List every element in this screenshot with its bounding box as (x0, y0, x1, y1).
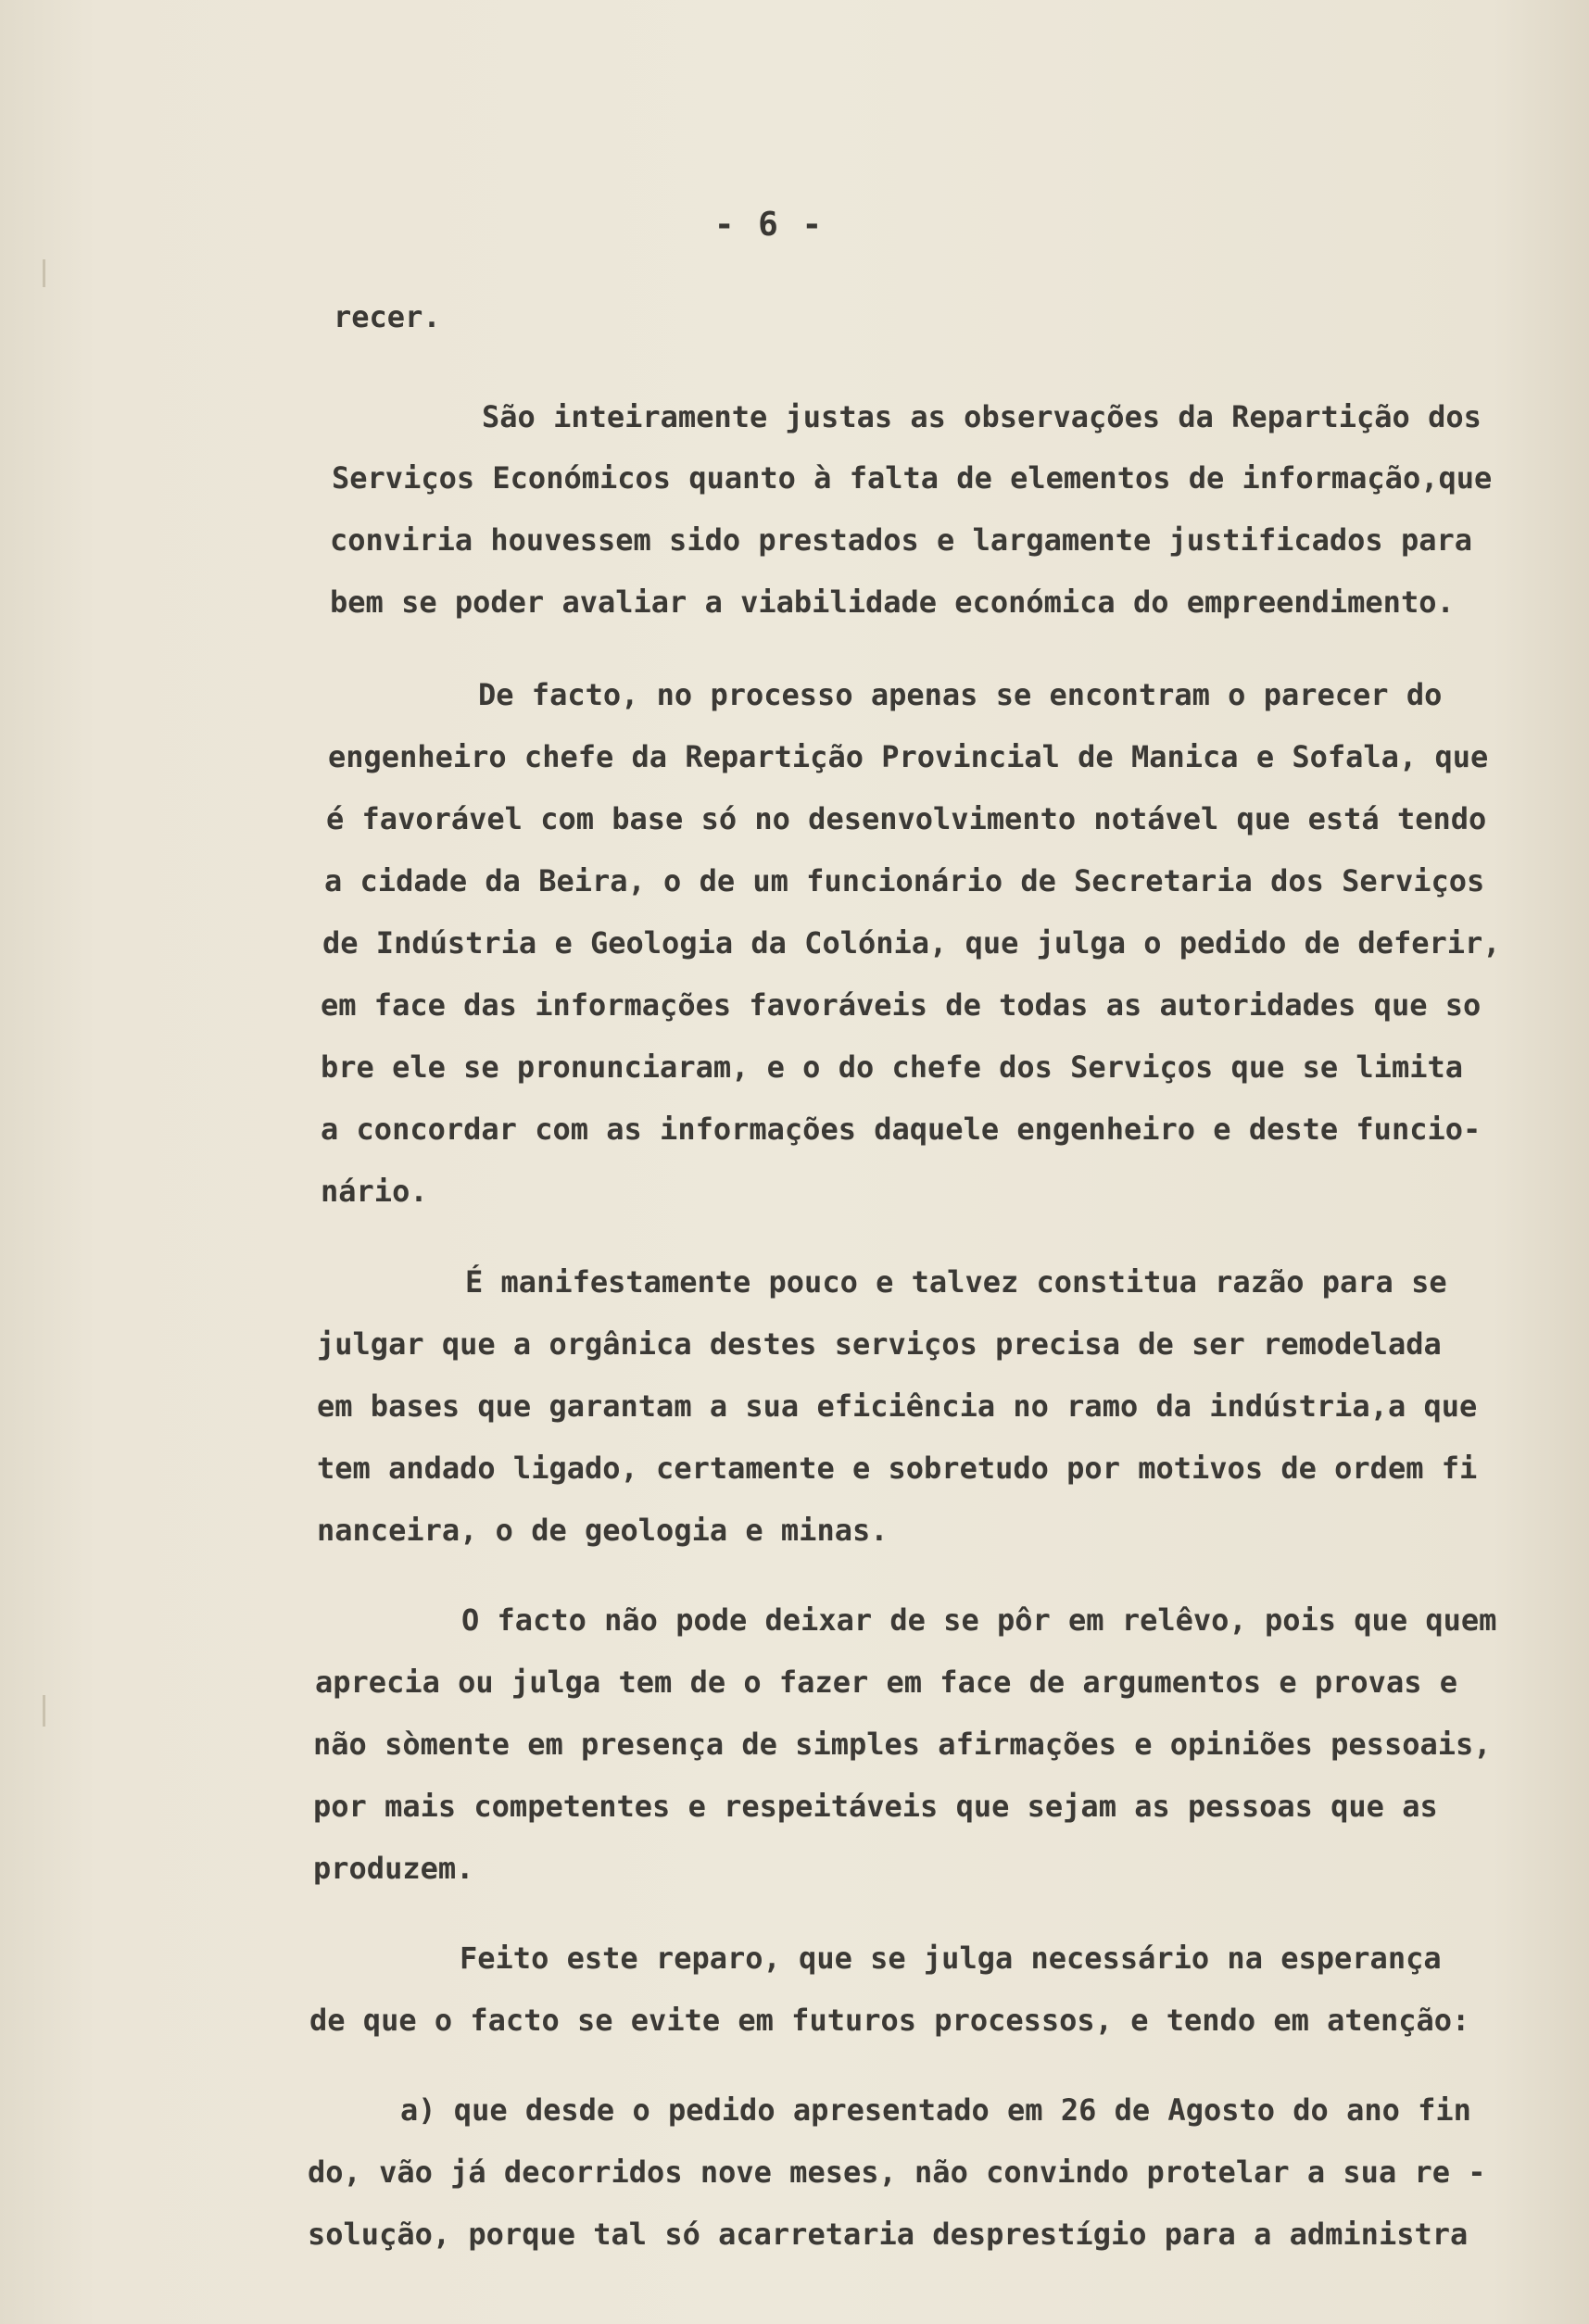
text-line: não sòmente em presença de simples afirmações e opiniões pessoais, (313, 1727, 1492, 1762)
text-line: aprecia ou julga tem de o fazer em face de argumentos e provas e (315, 1664, 1457, 1700)
text-line: solução, porque tal só acarretaria desprestígio para a administra (308, 2217, 1469, 2252)
page-number: - 6 - (713, 206, 825, 244)
text-line: recer. (334, 299, 441, 334)
text-line: engenheiro chefe da Repartição Provincial de Manica e Sofala, que (328, 739, 1489, 774)
text-line: em bases que garantam a sua eficiência no ramo da indústria,a que (317, 1388, 1478, 1424)
text-line: a concordar com as informações daquele engenheiro e deste funcio- (321, 1112, 1482, 1147)
page-edge-mark (43, 259, 45, 287)
text-line: por mais competentes e respeitáveis que sejam as pessoas que as (313, 1789, 1438, 1824)
text-line: Feito este reparo, que se julga necessário na esperança (460, 1941, 1442, 1976)
text-line: São inteiramente justas as observações da Repartição dos (482, 399, 1482, 434)
text-line: É manifestamente pouco e talvez constitua razão para se (465, 1264, 1447, 1300)
text-line: De facto, no processo apenas se encontram o parecer do (478, 677, 1443, 712)
text-line: nário. (321, 1174, 428, 1209)
page-edge-mark (43, 1695, 45, 1727)
text-line: julgar que a orgânica destes serviços precisa de ser remodelada (317, 1326, 1442, 1362)
text-line: nanceira, o de geologia e minas. (317, 1513, 889, 1548)
text-line: conviria houvessem sido prestados e largamente justificados para (330, 522, 1472, 558)
text-line: de Indústria e Geologia da Colónia, que julga o pedido de deferir, (322, 925, 1501, 961)
text-line: Serviços Económicos quanto à falta de elementos de informação,que (332, 460, 1493, 496)
text-line: em face das informações favoráveis de todas as autoridades que so (321, 987, 1482, 1023)
text-line: bem se poder avaliar a viabilidade económica do empreendimento. (330, 584, 1455, 620)
text-line: é favorável com base só no desenvolvimento notável que está tendo (326, 801, 1487, 836)
text-line: do, vão já decorridos nove meses, não convindo protelar a sua re - (308, 2154, 1486, 2190)
text-line: produzem. (313, 1851, 474, 1886)
text-line: de que o facto se evite em futuros processos, e tendo em atenção: (309, 2003, 1470, 2038)
text-line: a cidade da Beira, o de um funcionário de Secretaria dos Serviços (324, 863, 1485, 898)
text-line: tem andado ligado, certamente e sobretudo por motivos de ordem fi (317, 1451, 1478, 1486)
text-line: O facto não pode deixar de se pôr em relêvo, pois que quem (461, 1602, 1497, 1638)
text-line: a) que desde o pedido apresentado em 26 de Agosto do ano fin (400, 2092, 1471, 2128)
text-line: bre ele se pronunciaram, e o do chefe dos Serviços que se limita (321, 1049, 1463, 1085)
